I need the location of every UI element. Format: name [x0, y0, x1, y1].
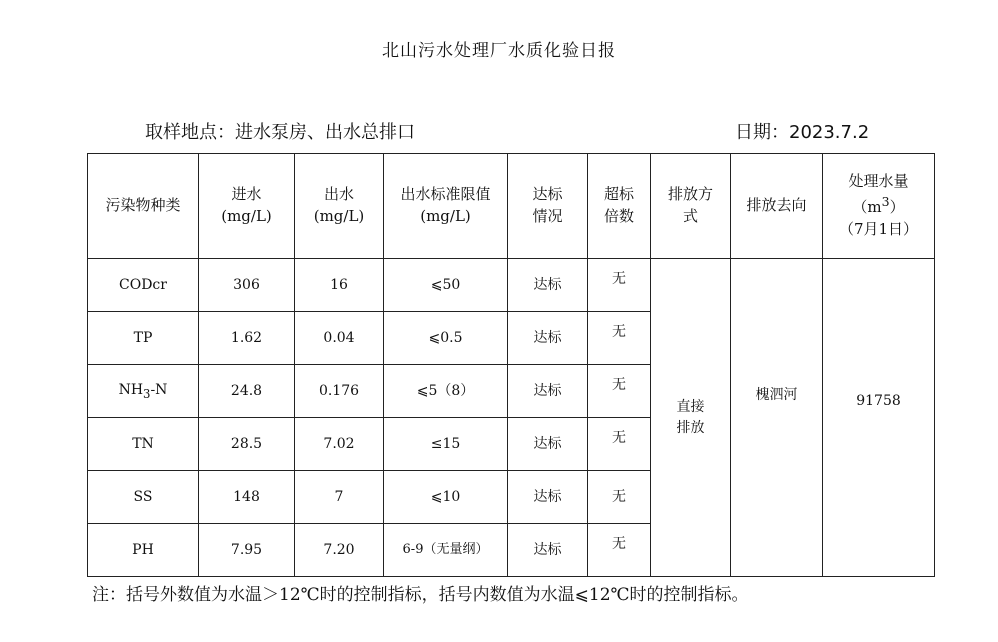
exceed-cell: 无: [588, 365, 651, 418]
outflow-cell: 7.20: [295, 524, 384, 577]
report-date: 日期：2023.7.2: [735, 122, 870, 143]
outflow-cell: 0.04: [295, 312, 384, 365]
report-title: 北山污水处理厂水质化验日报: [382, 41, 616, 61]
header-inflow: 进水 (mg/L): [199, 154, 295, 259]
footnote: 注：括号外数值为水温＞12℃时的控制指标，括号内数值为水温⩽12℃时的控制指标。: [92, 585, 749, 605]
outflow-cell: 7.02: [295, 418, 384, 471]
status-cell: 达标: [508, 524, 588, 577]
exceed-cell: 无: [588, 418, 651, 471]
limit-cell: ≤15: [384, 418, 508, 471]
exceed-cell: 无: [588, 259, 651, 312]
header-discharge-destination: 排放去向: [731, 154, 823, 259]
inflow-cell: 306: [199, 259, 295, 312]
limit-cell: 6-9（无量纲）: [384, 524, 508, 577]
header-pollutant: 污染物种类: [88, 154, 199, 259]
pollutant-cell: TN: [88, 418, 199, 471]
inflow-cell: 24.8: [199, 365, 295, 418]
inflow-cell: 148: [199, 471, 295, 524]
water-quality-table: [87, 153, 935, 577]
header-limit: 出水标准限值 (mg/L): [384, 154, 508, 259]
discharge-destination-cell: 槐泗河: [731, 259, 823, 577]
header-volume: 处理水量 $(m^3)$ （7月1日）: [823, 154, 935, 259]
discharge-method-cell: 直接 排放: [651, 259, 731, 577]
outflow-cell: 16: [295, 259, 384, 312]
inflow-cell: 28.5: [199, 418, 295, 471]
status-cell: 达标: [508, 471, 588, 524]
exceed-cell: 无: [588, 524, 651, 577]
exceed-cell: 无: [588, 471, 651, 524]
status-cell: 达标: [508, 259, 588, 312]
pollutant-cell: SS: [88, 471, 199, 524]
header-row: [88, 154, 935, 259]
limit-cell: ⩽0.5: [384, 312, 508, 365]
outflow-cell: 7: [295, 471, 384, 524]
inflow-cell: 7.95: [199, 524, 295, 577]
inflow-cell: 1.62: [199, 312, 295, 365]
header-exceed: 超标 倍数: [588, 154, 651, 259]
header-outflow: 出水 (mg/L): [295, 154, 384, 259]
sampling-location: 取样地点：进水泵房、出水总排口: [145, 122, 415, 143]
limit-cell: ⩽5（8）: [384, 365, 508, 418]
limit-cell: ⩽50: [384, 259, 508, 312]
status-cell: 达标: [508, 418, 588, 471]
limit-cell: ⩽10: [384, 471, 508, 524]
pollutant-cell: TP: [88, 312, 199, 365]
table-row: [88, 259, 935, 312]
outflow-cell: 0.176: [295, 365, 384, 418]
exceed-cell: 无: [588, 312, 651, 365]
pollutant-cell: $NH_3-N$: [88, 365, 199, 418]
header-discharge-method: 排放方 式: [651, 154, 731, 259]
status-cell: 达标: [508, 365, 588, 418]
pollutant-cell: PH: [88, 524, 199, 577]
header-status: 达标 情况: [508, 154, 588, 259]
pollutant-cell: CODcr: [88, 259, 199, 312]
status-cell: 达标: [508, 312, 588, 365]
treated-volume-cell: 91758: [823, 259, 935, 577]
